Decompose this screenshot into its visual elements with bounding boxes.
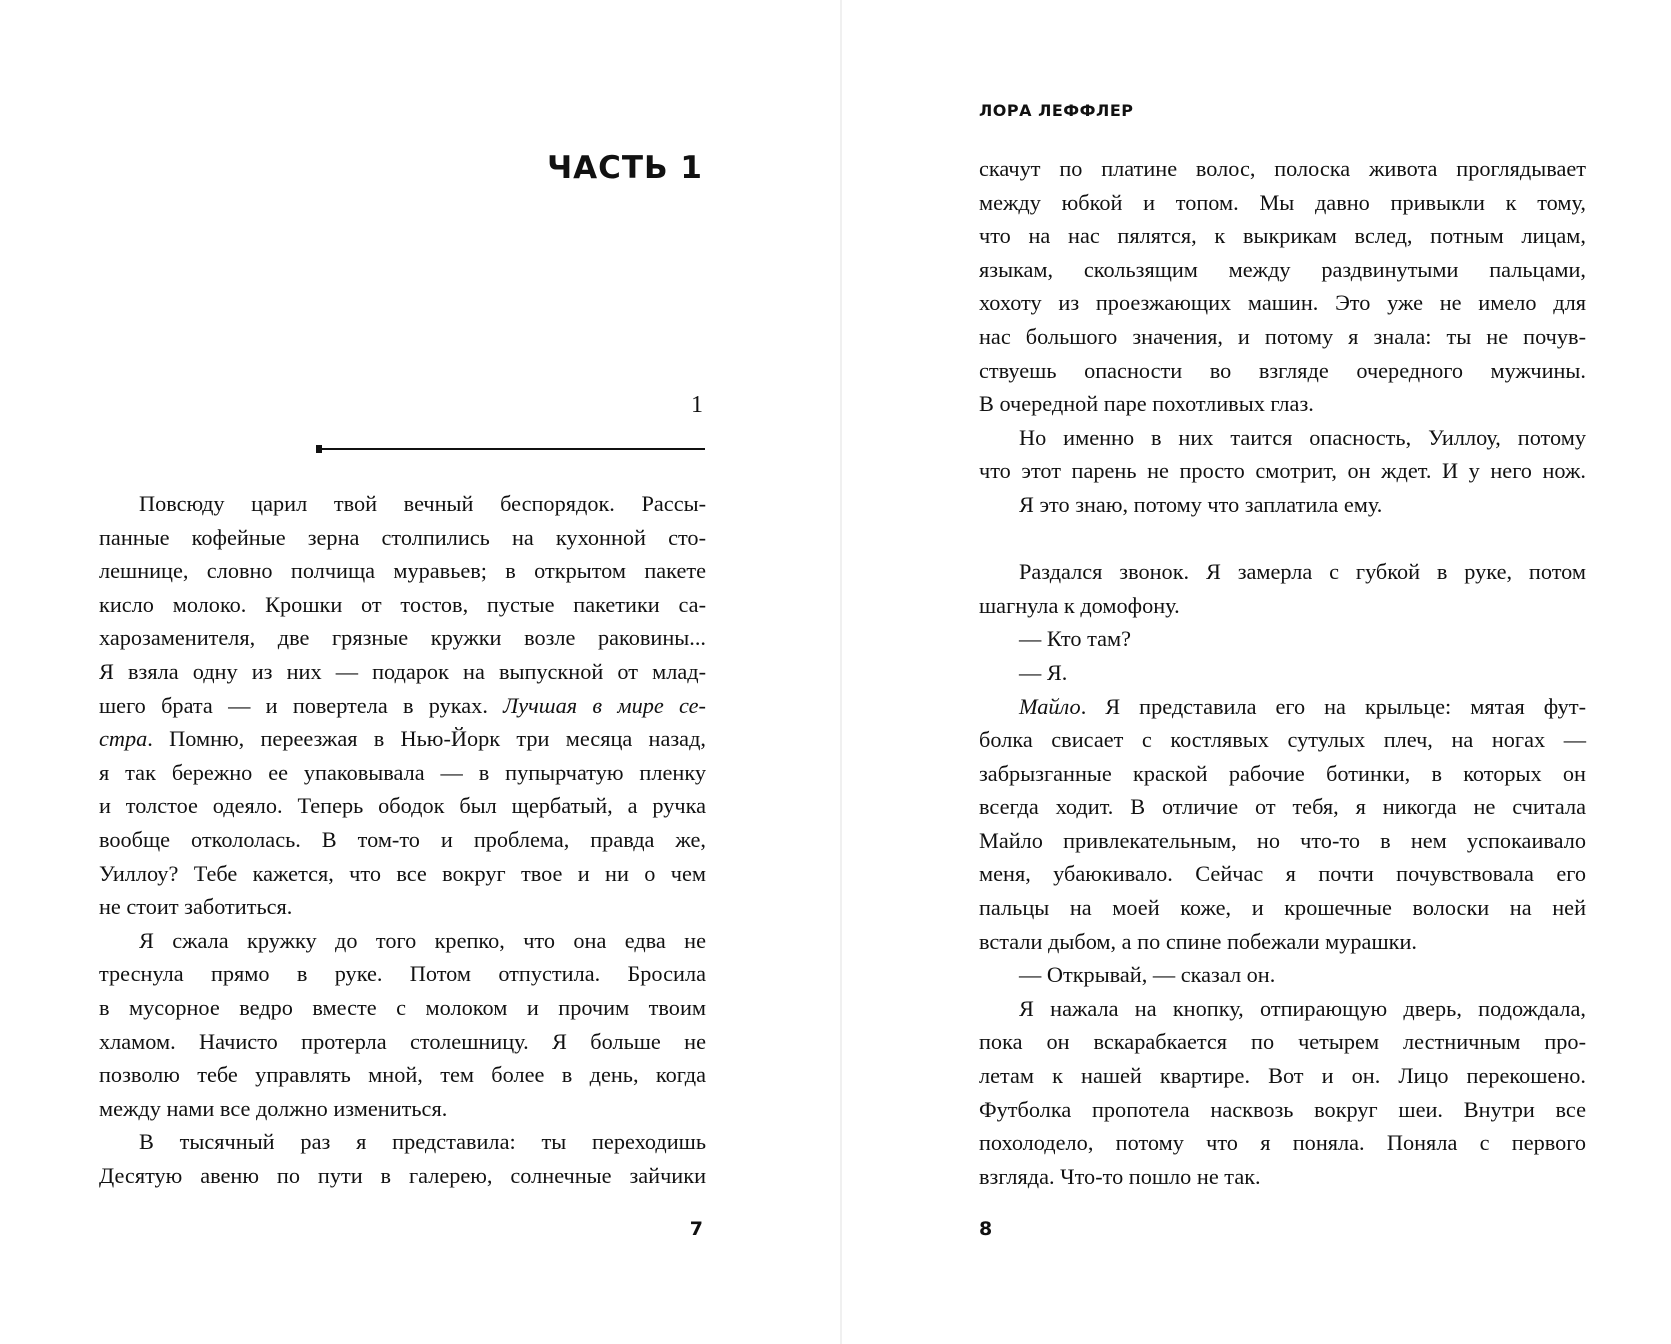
text-segment: меня, убаюкивало. Сейчас я почти почувствовала его (979, 861, 1586, 887)
text-line (99, 588, 706, 622)
text-line (979, 454, 1586, 488)
text-segment: летам к нашей квартире. Вот и он. Лицо перекошено. (979, 1063, 1586, 1089)
part-title: ЧАСТЬ 1 (547, 150, 703, 186)
text-segment: Уиллоу? Тебе кажется, что все вокруг твое и ни о чем (99, 860, 706, 886)
running-head-author: ЛОРА ЛЕФФЛЕР (979, 101, 1134, 120)
italic-text: стра (99, 726, 148, 752)
text-line (979, 723, 1586, 757)
text-line (979, 152, 1586, 186)
text-line (99, 991, 706, 1025)
text-line (99, 1125, 706, 1159)
text-line (99, 789, 706, 823)
text-line (99, 756, 706, 790)
text-segment: между юбкой и топом. Мы давно привыкли к тому, (979, 189, 1586, 215)
left-page-body (99, 487, 706, 1192)
text-segment: — Кто там? (1019, 626, 1131, 652)
text-segment: хохоту из проезжающих машин. Это уже не имело для (979, 290, 1586, 316)
text-line (99, 957, 706, 991)
text-line (979, 1059, 1586, 1093)
text-line (979, 790, 1586, 824)
text-line (99, 621, 706, 655)
text-segment: я так бережно ее упаковывала — в пупырчатую пленку (99, 759, 706, 785)
text-line (979, 286, 1586, 320)
text-line (979, 219, 1586, 253)
text-segment: — Я. (1019, 659, 1068, 685)
text-segment: В очередной паре похотливых глаз. (979, 391, 1314, 417)
text-segment: не стоит заботиться. (99, 894, 293, 920)
text-segment: пальцы на моей коже, и крошечные волоски на ней (979, 895, 1586, 921)
text-line (99, 1025, 706, 1059)
text-line (99, 857, 706, 891)
text-segment: панные кофейные зерна столпились на кухонной сто- (99, 524, 706, 550)
page-number-left: 7 (689, 1218, 703, 1240)
text-segment: ствуешь опасности во взгляде очередного мужчины. (979, 357, 1586, 383)
text-segment: кисло молоко. Крошки от тостов, пустые пакетики са- (99, 591, 706, 617)
text-line (979, 354, 1586, 388)
text-segment: Но именно в них таится опасность, Уиллоу, потому (1019, 424, 1586, 450)
text-segment: харозаменителя, две грязные кружки возле раковины... (99, 625, 706, 651)
text-segment: Я сжала кружку до того крепко, что она едва не (139, 927, 706, 953)
text-line (979, 1093, 1586, 1127)
text-line (99, 924, 706, 958)
text-line (979, 622, 1586, 656)
text-line (979, 958, 1586, 992)
text-line (99, 554, 706, 588)
text-line (979, 1025, 1586, 1059)
text-segment: Я нажала на кнопку, отпирающую дверь, подождала, (1019, 995, 1586, 1021)
text-line (979, 824, 1586, 858)
text-line (979, 757, 1586, 791)
text-line (99, 722, 706, 756)
text-line (979, 320, 1586, 354)
text-segment: Я взяла одну из них — подарок на выпускной от млад- (99, 658, 706, 684)
chapter-number: 1 (691, 392, 703, 418)
text-line (979, 992, 1586, 1026)
italic-text: Майло (1019, 693, 1081, 719)
text-line (979, 925, 1586, 959)
text-segment: болка свисает с костлявых сутулых плеч, на ногах — (979, 727, 1586, 753)
text-line (979, 522, 1586, 556)
text-line (979, 488, 1586, 522)
text-segment: что на нас пялятся, к выкрикам вслед, потным лицам, (979, 223, 1586, 249)
text-line (99, 890, 706, 924)
text-segment: забрызганные краской рабочие ботинки, в которых он (979, 760, 1586, 786)
text-segment: шагнула к домофону. (979, 592, 1180, 618)
text-segment: Повсюду царил твой вечный беспорядок. Рассы- (139, 491, 706, 516)
right-page-body (979, 152, 1586, 1193)
text-segment: и толстое одеяло. Теперь ободок был щербатый, а ручка (99, 793, 706, 819)
text-line (979, 253, 1586, 287)
text-line (979, 589, 1586, 623)
text-segment: . Я представила его на крыльце: мятая фут- (1080, 693, 1586, 719)
text-line (979, 186, 1586, 220)
text-segment: Майло привлекательным, но что-то в нем успокаивало (979, 827, 1586, 853)
text-line (99, 1058, 706, 1092)
text-segment: позволю тебе управлять мной, тем более в день, когда (99, 1062, 706, 1088)
text-line (99, 1092, 706, 1126)
text-line (979, 690, 1586, 724)
text-line (99, 521, 706, 555)
text-line (979, 421, 1586, 455)
text-line (979, 656, 1586, 690)
text-segment: Десятую авеню по пути в галерею, солнечные зайчики (99, 1162, 706, 1188)
text-line (99, 1159, 706, 1193)
text-line (979, 555, 1586, 589)
text-line (979, 857, 1586, 891)
text-line (979, 891, 1586, 925)
text-segment: Я это знаю, потому что заплатила ему. (1019, 491, 1383, 517)
text-segment: взгляда. Что-то пошло не так. (979, 1163, 1261, 1189)
text-line (979, 1160, 1586, 1194)
text-line (99, 487, 706, 521)
text-segment: шего брата — и повертела в руках. (99, 692, 504, 718)
text-segment: нас большого значения, и потому я знала: ты не почув- (979, 323, 1586, 349)
text-line (99, 689, 706, 723)
text-segment: скачут по платине волос, полоска живота проглядывает (979, 156, 1586, 181)
text-segment: вообще откололась. В том-то и проблема, правда же, (99, 826, 706, 852)
text-segment: лешнице, словно полчища муравьев; в открытом пакете (99, 558, 706, 584)
text-segment: пока он вскарабкается по четырем лестничным про- (979, 1029, 1586, 1055)
text-segment: что этот парень не просто смотрит, он ждет. И у него нож. (979, 458, 1586, 484)
page-number-right: 8 (979, 1218, 993, 1240)
chapter-rule (318, 448, 705, 450)
text-line (99, 655, 706, 689)
text-segment: языкам, скользящим между раздвинутыми пальцами, (979, 256, 1586, 282)
text-segment: встали дыбом, а по спине побежали мурашки. (979, 928, 1417, 954)
text-segment: В тысячный раз я представила: ты переходишь (139, 1129, 706, 1155)
text-segment: похолодело, потому что я поняла. Поняла с первого (979, 1130, 1586, 1156)
book-spine-gutter (840, 0, 842, 1344)
italic-text: Лучшая в мире се- (503, 692, 706, 718)
text-line (979, 1126, 1586, 1160)
text-segment: треснула прямо в руке. Потом отпустила. Бросила (99, 961, 706, 987)
text-segment: Футболка пропотела насквозь вокруг шеи. Внутри все (979, 1096, 1586, 1122)
text-segment: Раздался звонок. Я замерла с губкой в руке, потом (1019, 559, 1586, 585)
text-line (99, 823, 706, 857)
text-segment: . Помню, переезжая в Нью-Йорк три месяца назад, (147, 726, 706, 752)
text-segment: между нами все должно измениться. (99, 1095, 448, 1121)
text-line (979, 387, 1586, 421)
text-segment: хламом. Начисто протерла столешницу. Я больше не (99, 1028, 706, 1054)
text-segment: всегда ходит. В отличие от тебя, я никогда не считала (979, 794, 1586, 820)
text-segment: — Открывай, — сказал он. (1019, 962, 1276, 988)
text-segment: в мусорное ведро вместе с молоком и прочим твоим (99, 994, 706, 1020)
